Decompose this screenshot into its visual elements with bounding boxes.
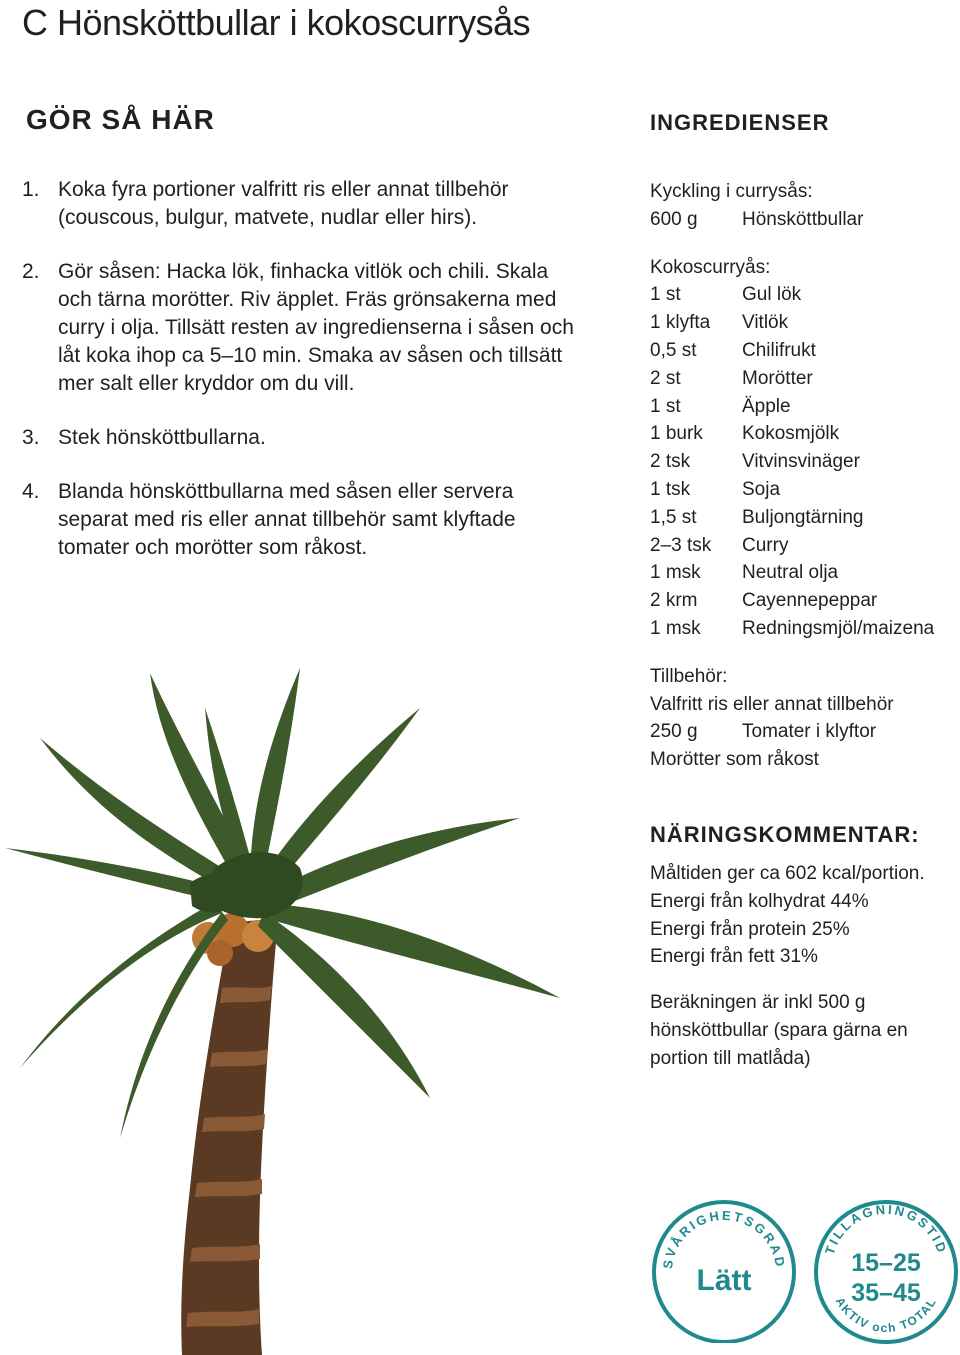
ingredient-qty: 2 tsk [650, 451, 691, 473]
nutrition-line: Energi från protein 25% [650, 918, 850, 940]
step-number: 2. [22, 260, 40, 283]
step-item [22, 176, 582, 232]
ingredient-row [650, 206, 960, 234]
ingredient-row [650, 476, 960, 504]
nutrition-line: Måltiden ger ca 602 kcal/portion. [650, 863, 925, 884]
ingredient-group-chicken [650, 178, 960, 234]
step-item [22, 258, 582, 398]
nutrition-facts [650, 860, 960, 971]
time-active: 15–25 [851, 1249, 921, 1277]
ingredient-name: Chilifrukt [742, 339, 816, 361]
ingredient-qty: 0,5 st [650, 339, 697, 361]
ingredient-name: Äpple [742, 395, 791, 417]
steps-heading: GÖR SÅ HÄR [26, 104, 215, 135]
ingredients-list [650, 178, 960, 794]
cooking-time-badge [808, 1188, 960, 1348]
ingredient-qty: 1 burk [650, 423, 703, 445]
page-title: C Hönsköttbullar i kokoscurrysås [22, 2, 531, 43]
time-total: 35–45 [851, 1279, 921, 1307]
nutrition-note-line: Beräkningen är inkl 500 g [650, 992, 866, 1014]
ingredient-row [650, 420, 960, 448]
ingredient-row [650, 281, 960, 309]
ingredient-row [650, 337, 960, 365]
ingredient-group-title: Tillbehör: [650, 665, 728, 687]
nutrition-note-line: hönsköttbullar (spara gärna en [650, 1019, 908, 1041]
ingredient-qty: 600 g [650, 208, 698, 230]
ingredient-qty: 1 msk [650, 617, 701, 639]
nutrition-line: Energi från kolhydrat 44% [650, 890, 869, 912]
ingredient-name: Neutral olja [742, 562, 839, 584]
step-text: Blanda hönsköttbullarna med såsen eller servera separat med ris eller annat tillbehör samt klyftade tomater och morötter som råkost. [58, 480, 516, 559]
nutrition-block [650, 860, 960, 1091]
step-item [22, 424, 582, 452]
ingredient-qty: 2–3 tsk [650, 534, 712, 556]
difficulty-label: SVÅRIGHETSGRAD [659, 1207, 789, 1270]
step-text: Gör såsen: Hacka lök, finhacka vitlök och chili. Skala och tärna morötter. Riv äpplet. Fräs grönsakerna med curry i olja. Tillsätt resten av ingredienserna i såsen och låt koka ihop ca 5–10 min. Smaka av såsen och tillsätt mer salt eller kryddor om du vill. [58, 260, 574, 395]
ingredient-qty: 1 tsk [650, 478, 691, 500]
ingredient-name: Buljongtärning [742, 506, 864, 528]
ingredient-qty: 250 g [650, 721, 698, 743]
step-number: 3. [22, 426, 40, 449]
ingredient-name: Redningsmjöl/maizena [742, 617, 935, 639]
ingredient-name: Curry [742, 534, 789, 556]
ingredient-name: Gul lök [742, 284, 802, 306]
ingredient-name: Cayennepeppar [742, 590, 878, 612]
ingredient-name: Vitlök [742, 312, 789, 334]
step-number: 1. [22, 178, 40, 201]
step-number: 4. [22, 480, 40, 503]
step-item [22, 478, 582, 562]
ingredient-row [650, 587, 960, 615]
palm-tree-illustration [0, 668, 600, 1355]
ingredient-row [650, 718, 960, 746]
ingredient-qty: 2 st [650, 367, 681, 389]
ingredient-name: Hönsköttbullar [742, 208, 864, 230]
ingredient-row [650, 393, 960, 421]
ingredients-heading: INGREDIENSER [650, 110, 830, 135]
ingredient-qty: 1 st [650, 284, 681, 306]
difficulty-value: Lätt [696, 1264, 752, 1297]
step-text: Koka fyra portioner valfritt ris eller annat tillbehör (couscous, bulgur, matvete, nudlar eller hirs). [58, 178, 509, 229]
ingredient-group-title: Kokoscurryås: [650, 256, 771, 278]
ingredient-name: Vitvinsvinäger [742, 451, 860, 473]
ingredient-name: Soja [742, 478, 781, 500]
ingredient-row [650, 365, 960, 393]
ingredient-row [650, 615, 960, 643]
ingredient-row [650, 504, 960, 532]
ingredient-group-sides [650, 663, 960, 774]
ingredient-group-title: Kyckling i currysås: [650, 181, 813, 202]
steps-list [22, 176, 582, 588]
ingredient-name: Kokosmjölk [742, 423, 840, 445]
ingredient-qty: 1,5 st [650, 506, 697, 528]
ingredient-name: Tomater i klyftor [742, 721, 877, 743]
ingredient-row [650, 532, 960, 560]
ingredient-qty: 1 st [650, 395, 681, 417]
nutrition-heading: NÄRINGSKOMMENTAR: [650, 822, 920, 847]
time-label: TILLAGNINGSTID [821, 1201, 951, 1257]
nutrition-line: Energi från fett 31% [650, 946, 818, 968]
nutrition-note [650, 989, 960, 1072]
step-text: Stek hönsköttbullarna. [58, 426, 266, 449]
ingredient-row [650, 559, 960, 587]
time-sub-label: AKTIV och TOTAL [832, 1294, 940, 1336]
side-line: Morötter som råkost [650, 749, 819, 771]
difficulty-badge [646, 1188, 801, 1343]
nutrition-note-line: portion till matlåda) [650, 1047, 811, 1069]
ingredient-row [650, 309, 960, 337]
ingredient-row [650, 448, 960, 476]
ingredient-qty: 1 msk [650, 562, 701, 584]
ingredient-name: Morötter [742, 367, 813, 389]
side-line: Valfritt ris eller annat tillbehör [650, 693, 894, 715]
ingredient-group-sauce [650, 254, 960, 643]
ingredient-qty: 2 krm [650, 590, 698, 612]
ingredient-qty: 1 klyfta [650, 312, 711, 334]
